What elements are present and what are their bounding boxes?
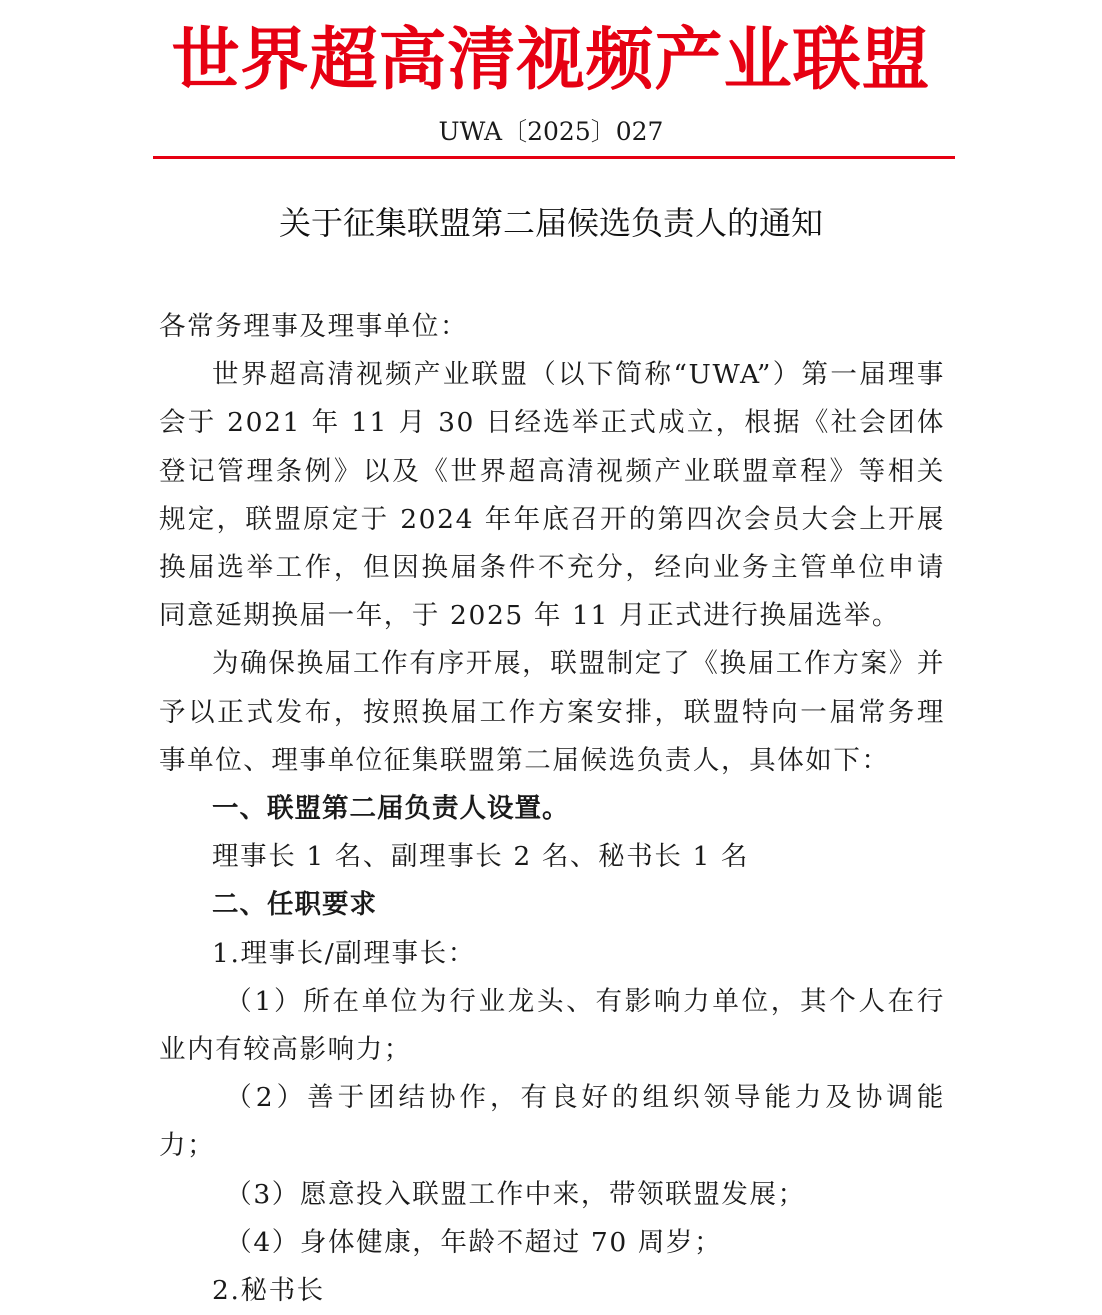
requirement-subitem: （1）所在单位为行业龙头、有影响力单位，其个人在行业内有较高影响力； <box>159 985 945 1066</box>
organization-title: 世界超高清视频产业联盟 <box>171 20 931 100</box>
positions-text: 理事长 1 名、副理事长 2 名、秘书长 1 名 <box>212 841 750 873</box>
paragraph-background: 世界超高清视频产业联盟（以下简称“UWA”）第一届理事会于 2021 年 11 月 30 日经选举正式成立，根据《社会团体登记管理条例》以及《世界超高清视频产业联盟章程》等相关规定，联盟原定于 2024 年年底召开的第四次会员大会上开展换届选举工作，但因换届条件不充分，经向业务主管单位申请同意延期换届一年，于 2025 年 11 月正式进行换届选举。 <box>159 359 945 632</box>
paragraph-purpose: 为确保换届工作有序开展，联盟制定了《换届工作方案》并予以正式发布，按照换届工作方案安排，联盟特向一届常务理事单位、理事单位征集联盟第二届候选负责人，具体如下： <box>159 648 945 776</box>
notice-title: 关于征集联盟第二届候选负责人的通知 <box>278 204 823 242</box>
document-number: UWA〔2025〕027 <box>438 117 664 146</box>
requirement-item-chairman: 1.理事长/副理事长： <box>212 937 476 969</box>
red-header-rule <box>153 156 955 159</box>
requirement-item-secretary: 2.秘书长 <box>212 1275 325 1307</box>
section-heading-positions: 一、联盟第二届负责人设置。 <box>212 793 570 825</box>
section-heading-requirements: 二、任职要求 <box>212 889 377 921</box>
requirement-subitem: （2）善于团结协作，有良好的组织领导能力及协调能力； <box>159 1082 945 1162</box>
requirement-subitem: （4）身体健康，年龄不超过 70 周岁； <box>225 1226 723 1258</box>
requirement-subitem: （3）愿意投入联盟工作中来，带领联盟发展； <box>225 1178 806 1210</box>
salutation: 各常务理事及理事单位： <box>159 311 469 342</box>
notice-body <box>159 303 945 1315</box>
